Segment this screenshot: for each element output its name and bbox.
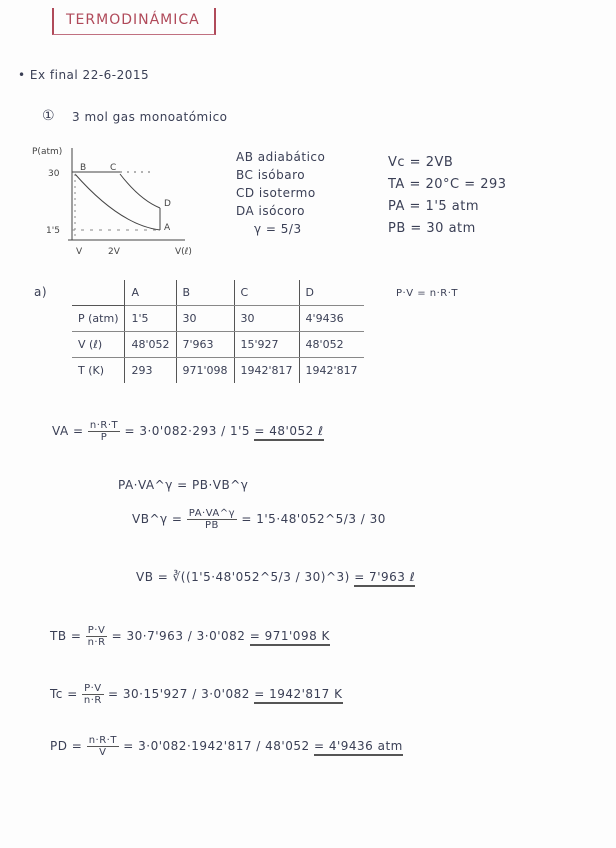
table-cell: 30 [176, 306, 234, 332]
process-item: CD isotermo [236, 186, 316, 200]
state-table [72, 280, 364, 383]
eq-substitution: = 30·7'963 / 3·0'082 [111, 629, 246, 643]
given-item: PB = 30 atm [388, 221, 476, 236]
table-cell: P (atm) [72, 306, 125, 332]
part-label: a) [34, 285, 48, 299]
process-list [236, 148, 325, 238]
table-header: D [299, 280, 364, 306]
table-cell: 30 [234, 306, 299, 332]
eq-den: V [99, 747, 107, 758]
ideal-gas-law: P·V = n·R·T [396, 288, 459, 299]
eq-lhs: Tc = [50, 687, 78, 701]
table-row [72, 358, 364, 384]
adiabat-ab [75, 174, 160, 230]
givens-list [388, 152, 507, 240]
equation-vb [136, 570, 415, 584]
eq-substitution: = 3·0'082·293 / 1'5 [124, 424, 251, 438]
process-item: BC isóbaro [236, 168, 306, 182]
eq-result: = 4'9436 atm [314, 739, 403, 756]
problem-number: ① [42, 108, 56, 124]
equation-va [52, 420, 324, 443]
equation-pd [50, 735, 403, 758]
eq-fraction [86, 625, 108, 648]
eq-num: n·R·T [88, 735, 117, 746]
eq-result: = 1942'817 K [254, 687, 342, 704]
x-label: V(ℓ) [175, 247, 192, 257]
y-tick: 30 [48, 169, 60, 179]
table-header: A [125, 280, 176, 306]
equation-adiabatic: PA·VA^γ = PB·VB^γ [118, 478, 249, 492]
process-item: DA isócoro [236, 204, 305, 218]
eq-num: P·V [87, 625, 106, 636]
x-tick: V [76, 247, 83, 257]
eq-lhs: PD = [50, 739, 83, 753]
eq-den: n·R [87, 637, 106, 648]
eq-fraction [187, 508, 237, 531]
equation-tc [50, 683, 343, 706]
eq-result: = 971'098 K [250, 629, 330, 646]
isotherm-cd [120, 174, 160, 208]
eq-result: = 7'963 ℓ [354, 570, 415, 587]
eq-num: n·R·T [89, 420, 119, 431]
table-cell: 293 [125, 358, 176, 384]
eq-substitution: = 30·15'927 / 3·0'082 [107, 687, 250, 701]
x-tick: 2V [108, 247, 120, 257]
point-label: D [164, 199, 171, 209]
table-cell: 1942'817 [299, 358, 364, 384]
process-item: AB adiabático [236, 150, 326, 164]
eq-substitution: = 1'5·48'052^5/3 / 30 [241, 512, 386, 526]
eq-fraction [87, 735, 119, 758]
table-header: C [234, 280, 299, 306]
y-tick: 1'5 [46, 226, 60, 236]
table-cell: 48'052 [299, 332, 364, 358]
eq-substitution: = 3·0'082·1942'817 / 48'052 [123, 739, 310, 753]
eq-result: = 48'052 ℓ [254, 424, 323, 441]
table-cell: T (K) [78, 364, 105, 377]
table-cell: 1942'817 [234, 358, 299, 384]
equation-tb [50, 625, 330, 648]
table-row [72, 332, 364, 358]
point-label: B [80, 163, 87, 173]
eq-fraction [88, 420, 120, 443]
problem-statement: 3 mol gas monoatómico [72, 110, 228, 124]
given-item: PA = 1'5 atm [388, 199, 480, 214]
page-title: TERMODINÁMICA [66, 12, 200, 28]
given-item: Vc = 2VB [388, 155, 454, 170]
table-header-row [72, 280, 364, 306]
table-cell: 4'9436 [299, 306, 364, 332]
table-cell: 7'963 [176, 332, 234, 358]
eq-den: PB [204, 520, 219, 531]
gamma: γ = 5/3 [254, 222, 302, 236]
point-label: A [164, 223, 171, 233]
given-item: TA = 20°C = 293 [388, 177, 507, 192]
eq-lhs: TB = [50, 629, 82, 643]
table-header: B [176, 280, 234, 306]
point-label: C [110, 163, 117, 173]
eq-num: P·V [84, 683, 102, 694]
eq-num: PA·VA^γ [188, 508, 236, 519]
eq-lhs: VB = ∛((1'5·48'052^5/3 / 30)^3) [136, 570, 350, 584]
pv-diagram [30, 140, 200, 265]
exam-heading: • Ex final 22-6-2015 [18, 68, 150, 82]
table-header [72, 280, 125, 306]
table-cell: 48'052 [125, 332, 176, 358]
y-label: P(atm) [32, 147, 63, 157]
eq-lhs: VB^γ = [132, 512, 183, 526]
table-row [72, 306, 364, 332]
equation-vb-gamma [132, 508, 386, 531]
eq-fraction [82, 683, 104, 706]
table-cell: 1'5 [125, 306, 176, 332]
eq-den: n·R [83, 695, 102, 706]
table-cell: 971'098 [176, 358, 234, 384]
table-cell: 15'927 [234, 332, 299, 358]
table-cell: V (ℓ) [72, 332, 125, 358]
eq-lhs: VA = [52, 424, 84, 438]
eq-den: P [100, 432, 108, 443]
